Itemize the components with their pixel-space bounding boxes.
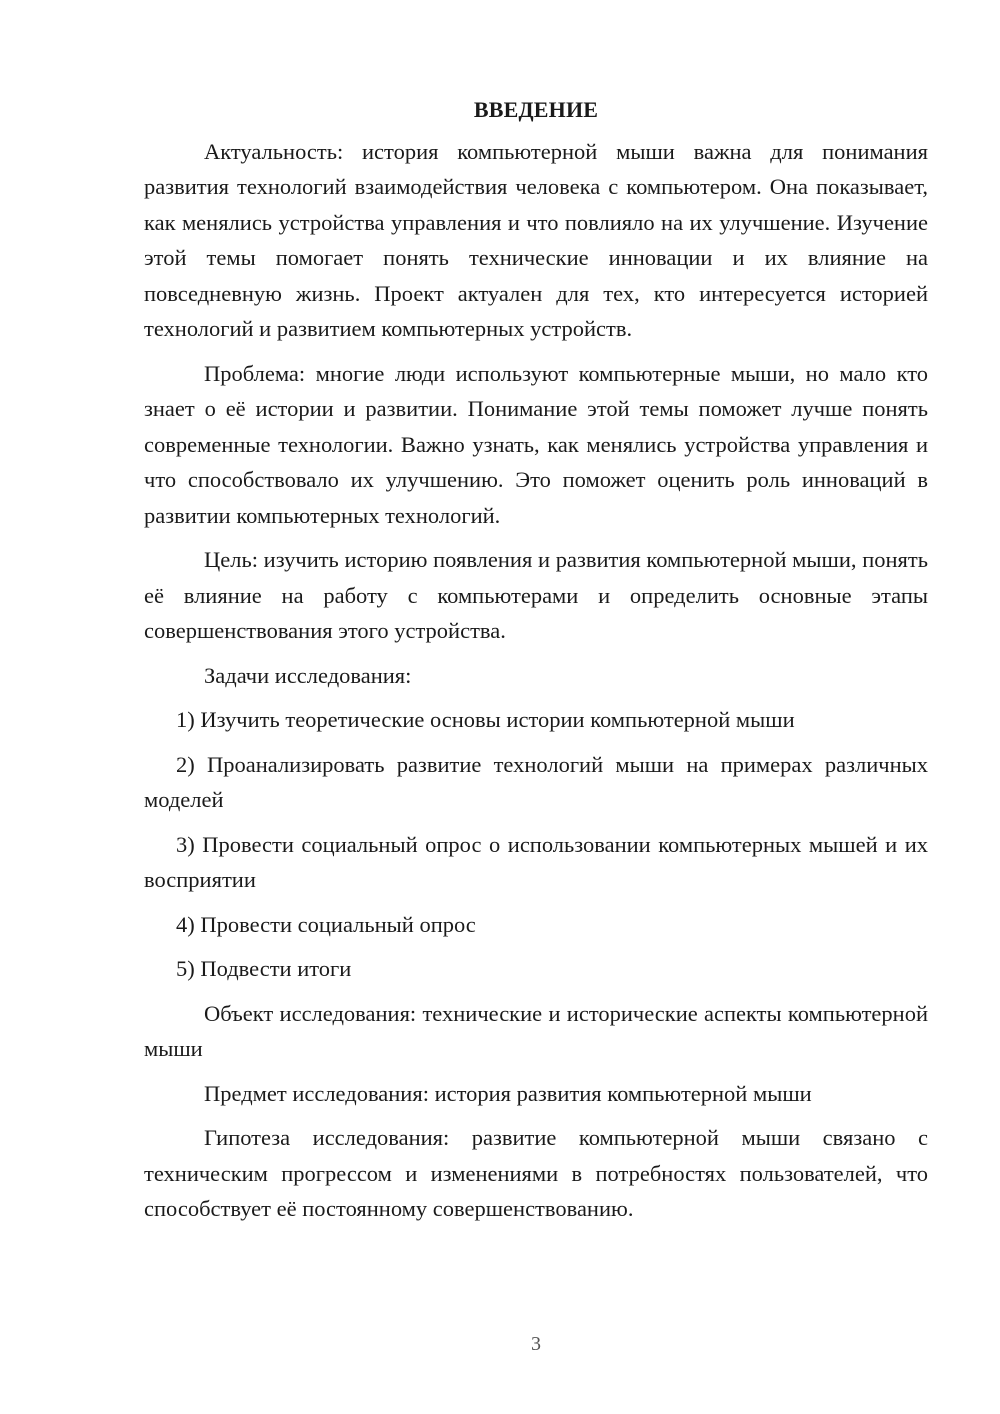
goal-paragraph: Цель: изучить историю появления и развития компьютерной мыши, понять её влияние на работу с компьютерами и определить основные этапы совершенствования этого устройства. bbox=[144, 547, 928, 643]
problem-paragraph: Проблема: многие люди используют компьютерные мыши, но мало кто знает о её истории и развитии. Понимание этой темы поможет лучше понять современные технологии. Важно узнать, как менялись устройства управления и что способствовало их улучшению. Это поможет оценить роль инноваций в развитии компьютерных технологий. bbox=[144, 360, 928, 528]
task-item: 3) Провести социальный опрос о использовании компьютерных мышей и их восприятии bbox=[144, 831, 928, 892]
section-heading: ВВЕДЕНИЕ bbox=[473, 97, 599, 122]
document-page bbox=[144, 92, 928, 1236]
task-item: 1) Изучить теоретические основы истории компьютерной мыши bbox=[176, 707, 795, 732]
relevance-paragraph: Актуальность: история компьютерной мыши важна для понимания развития технологий взаимодействия человека с компьютером. Она показывает, как менялись устройства управления и что повлияло на их улучшение. Изучение этой темы помогает понять технические инновации и их влияние на повседневную жизнь. Проект актуален для тех, кто интересуется историей технологий и развитием компьютерных устройств. bbox=[144, 138, 928, 341]
hypothesis-paragraph: Гипотеза исследования: развитие компьютерной мыши связано с техническим прогрессом и изменениями в потребностях пользователей, что способствует её постоянному совершенствованию. bbox=[144, 1125, 928, 1221]
tasks-intro: Задачи исследования: bbox=[204, 662, 412, 688]
research-object-paragraph: Объект исследования: технические и исторические аспекты компьютерной мыши bbox=[144, 1000, 928, 1061]
page-number: 3 bbox=[531, 1333, 541, 1355]
task-item: 4) Провести социальный опрос bbox=[176, 911, 476, 937]
research-subject-paragraph: Предмет исследования: история развития компьютерной мыши bbox=[204, 1080, 812, 1106]
task-item: 2) Проанализировать развитие технологий мыши на примерах различных моделей bbox=[144, 751, 928, 812]
task-item: 5) Подвести итоги bbox=[176, 956, 352, 981]
